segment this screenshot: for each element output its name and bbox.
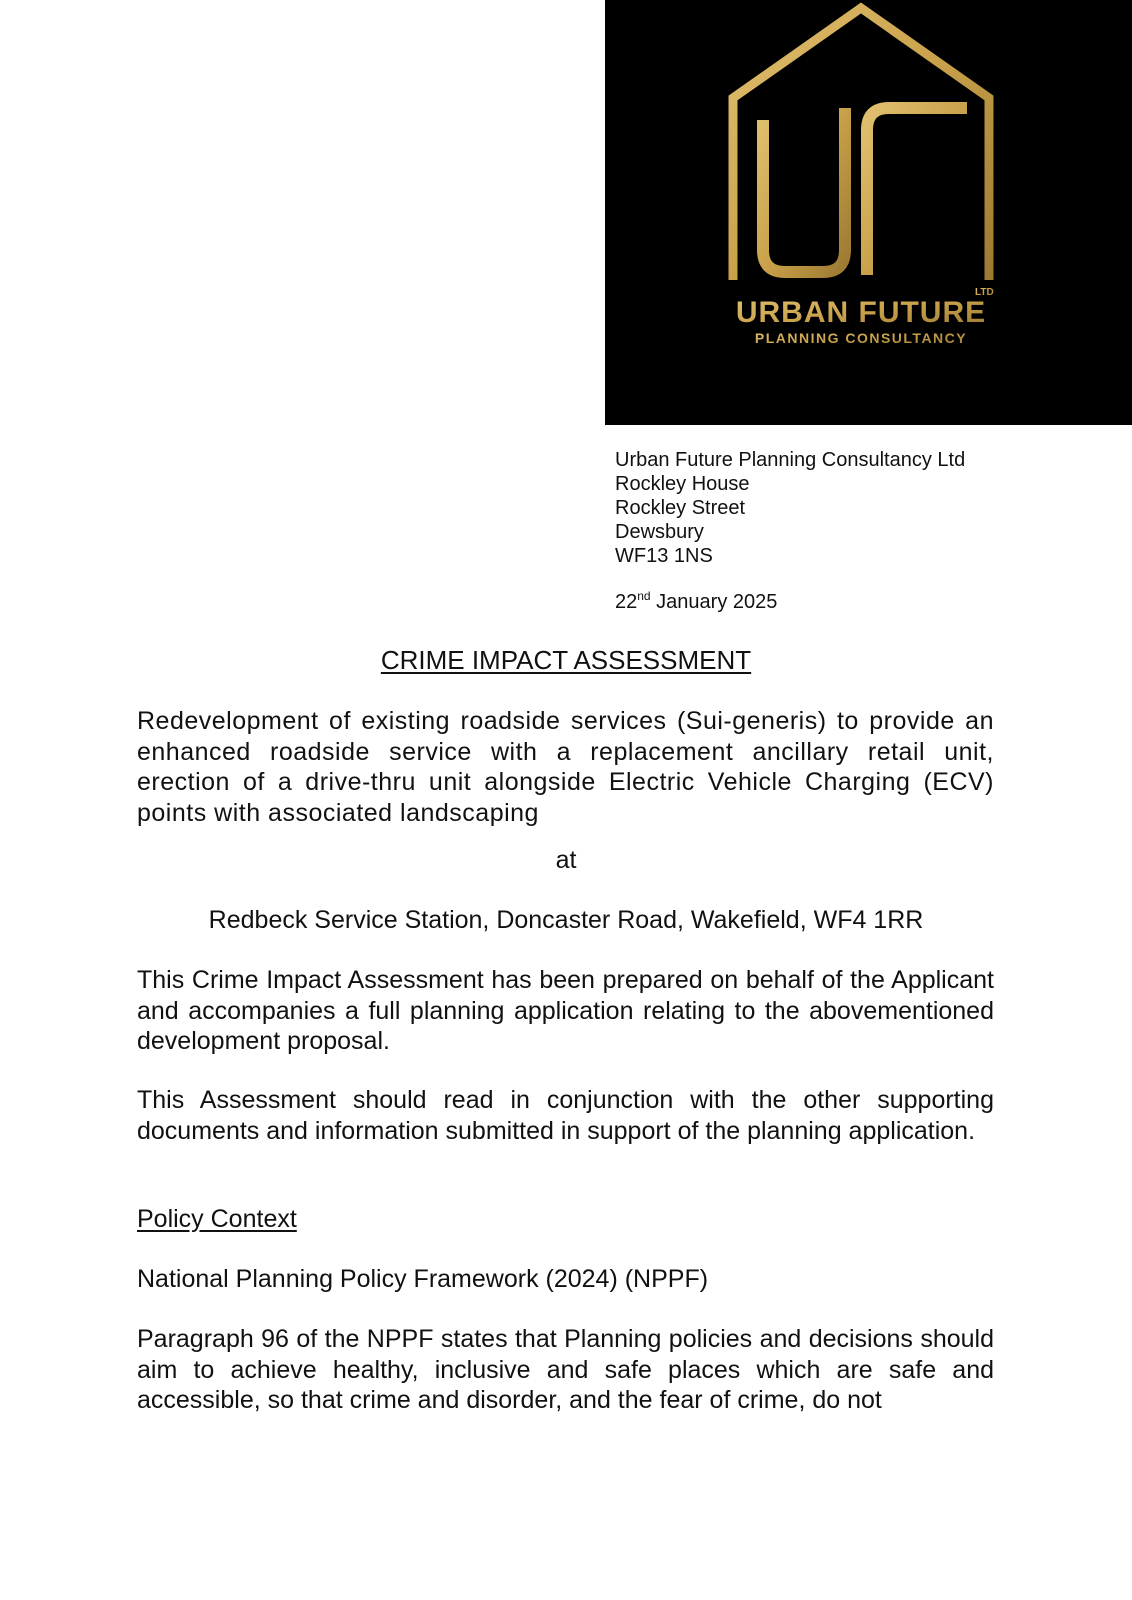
sender-address <box>615 448 965 568</box>
date-day: 22 <box>615 591 638 613</box>
address-line: Dewsbury <box>615 521 704 543</box>
conjunction-paragraph: This Assessment should read in conjunction with the other supporting documents and information submitted in support of the planning application. <box>137 1086 994 1145</box>
logo-tagline: PLANNING CONSULTANCY <box>754 330 968 346</box>
logo-graphic <box>605 0 1132 425</box>
company-logo <box>605 0 1132 425</box>
date-rest: January 2025 <box>650 591 778 613</box>
policy-context-heading: Policy Context <box>137 1205 297 1233</box>
address-line: WF13 1NS <box>615 545 713 567</box>
document-title: CRIME IMPACT ASSESSMENT <box>380 645 752 675</box>
letter-date <box>615 590 777 614</box>
logo-letter-u <box>763 108 845 272</box>
development-description: Redevelopment of existing roadside services (Sui-generis) to provide an enhanced roadside service with a replacement ancillary retail unit, erection of a drive-thru unit alongside Electric Vehicle Charging (ECV) points with associated landscaping <box>137 707 994 827</box>
logo-ltd: LTD <box>975 287 994 298</box>
address-line: Rockley Street <box>615 497 746 519</box>
intro-paragraph: This Crime Impact Assessment has been prepared on behalf of the Applicant and accompanies a full planning application relating to the abovementioned development proposal. <box>137 966 994 1055</box>
site-address: Redbeck Service Station, Doncaster Road, Wakefield, WF4 1RR <box>208 906 924 934</box>
document-title-wrap <box>0 644 1132 676</box>
date-suffix: nd <box>637 589 651 603</box>
paragraph-96: Paragraph 96 of the NPPF states that Planning policies and decisions should aim to achieve healthy, inclusive and safe places which are safe and accessible, so that crime and disorder, and the fear of crime, do not <box>137 1325 994 1414</box>
address-line: Rockley House <box>615 473 750 495</box>
address-line: Urban Future Planning Consultancy Ltd <box>615 449 966 471</box>
at-label: at <box>555 846 577 874</box>
logo-brand: URBAN FUTURE <box>735 296 987 329</box>
nppf-heading: National Planning Policy Framework (2024) (NPPF) <box>137 1265 709 1293</box>
